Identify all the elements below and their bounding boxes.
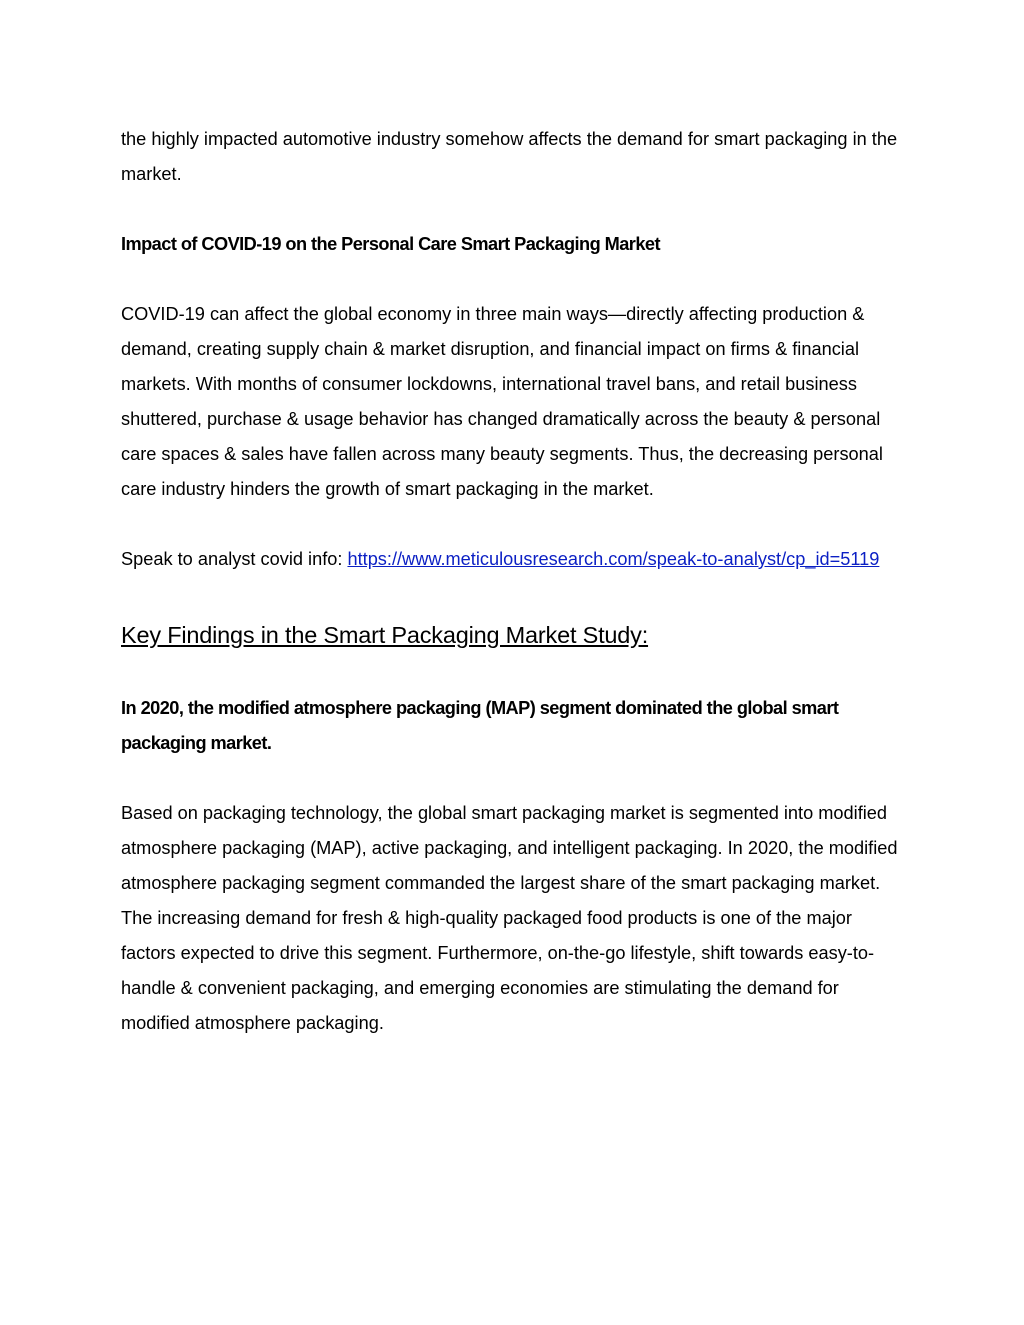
- map-paragraph: Based on packaging technology, the global smart packaging market is segmented into modified atmosphere packaging (MAP), active packaging, and intelligent packaging. In 2020, the modified atmosphere packaging segment commanded the largest share of the smart packaging market. The increasing demand for fresh & high-quality packaged food products is one of the major factors expected to drive this segment. Furthermore, on-the-go lifestyle, shift towards easy-to-handle & convenient packaging, and emerging economies are stimulating the demand for modified atmosphere packaging.: [121, 803, 898, 1033]
- document-body: [121, 122, 911, 1076]
- speak-to-analyst: [121, 542, 911, 577]
- speak-label: Speak to analyst covid info:: [121, 549, 348, 569]
- covid-heading: Impact of COVID-19 on the Personal Care Smart Packaging Market: [121, 234, 660, 254]
- map-lead: In 2020, the modified atmosphere packaging (MAP) segment dominated the global smart packaging market.: [121, 698, 839, 753]
- key-findings-heading: Key Findings in the Smart Packaging Market Study:: [121, 622, 649, 648]
- covid-paragraph: COVID-19 can affect the global economy in three main ways—directly affecting production & demand, creating supply chain & market disruption, and financial impact on firms & financial markets. With months of consumer lockdowns, international travel bans, and retail business shuttered, purchase & usage behavior has changed dramatically across the beauty & personal care spaces & sales have fallen across many beauty segments. Thus, the decreasing personal care industry hinders the growth of smart packaging in the market.: [121, 304, 883, 499]
- speak-to-analyst-link[interactable]: https://www.meticulousresearch.com/speak-to-analyst/cp_id=5119: [347, 549, 880, 569]
- continued-paragraph: the highly impacted automotive industry somehow affects the demand for smart packaging in the market.: [121, 129, 898, 184]
